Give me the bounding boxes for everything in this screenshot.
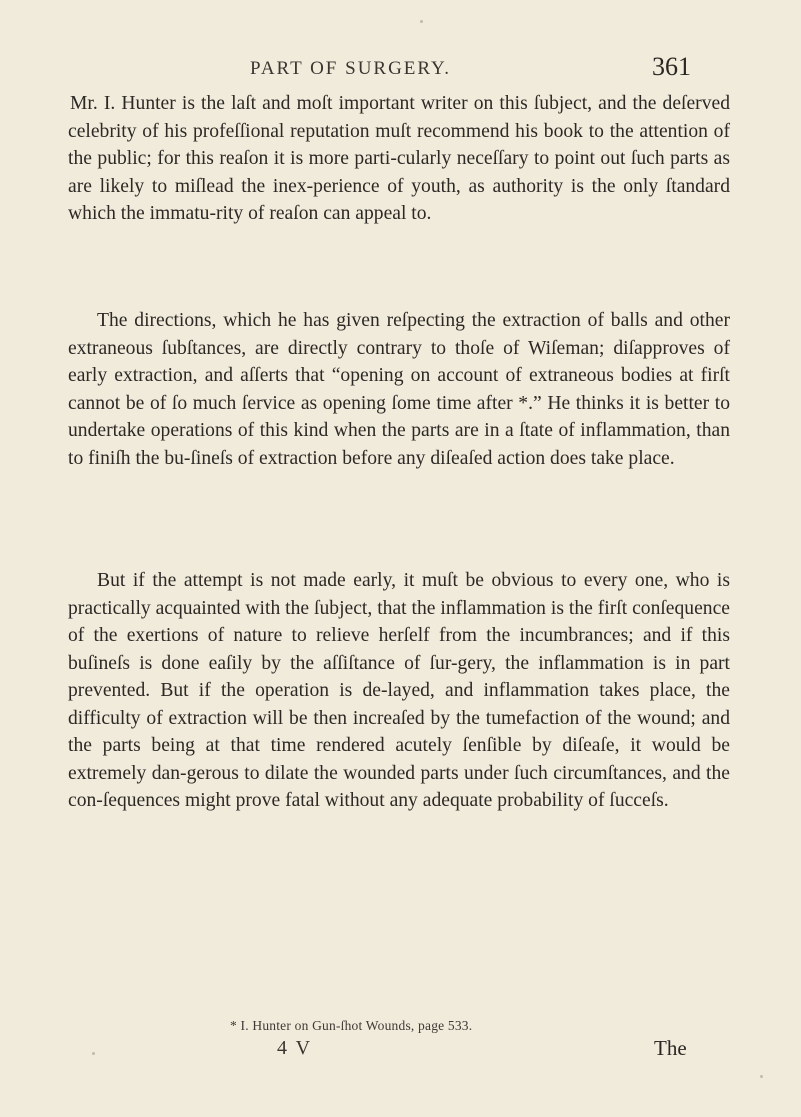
paragraph-2: The directions, which he has given reſpecting the extraction of balls and other extraneous ſubſtances, are directly contrary to thoſe of Wiſeman; diſapproves of early extraction, and aſſerts that “opening on account of extraneous bodies at firſt cannot be of ſo much ſervice as opening ſome time after *.” He thinks it is better to undertake operations of this kind when the parts are in a ſtate of inflammation, than to finiſh the bu-ſineſs of extraction before any diſeaſed action does take place. bbox=[68, 310, 730, 469]
paragraph-3: But if the attempt is not made early, it muſt be obvious to every one, who is practically acquainted with the ſubject, that the inflammation is the firſt conſequence of the exertions of nature to relieve herſelf from the incumbrances; and if this buſineſs is done eaſily by the aſſiſtance of ſur-gery, the inflammation is in part prevented. But if the operation is de-layed, and inflammation takes place, the difficulty of extraction will be then increaſed by the tumefaction of the wound; and the parts being at that time rendered acutely ſenſible by diſeaſe, it would be extremely dan-gerous to dilate the wounded parts under ſuch circumſtances, and the con-ſequences might prove fatal without any adequate probability of ſucceſs. bbox=[68, 570, 730, 811]
running-head: PART OF SURGERY. bbox=[250, 58, 452, 79]
signature-mark: 4 V bbox=[277, 1037, 313, 1059]
page-number: 361 bbox=[652, 52, 691, 81]
footnote: * I. Hunter on Gun-ſhot Wounds, page 533. bbox=[230, 1018, 473, 1033]
paper-speck bbox=[760, 1075, 763, 1078]
catchword: The bbox=[654, 1036, 687, 1060]
paper-speck bbox=[92, 1052, 95, 1055]
paper-speck bbox=[420, 20, 423, 23]
paragraph-1: Mr. I. Hunter is the laſt and moſt important writer on this ſubject, and the deſerved celebrity of his profeſſional reputation muſt recommend his book to the attention of the public; for this reaſon it is more parti-cularly neceſſary to point out ſuch parts as are likely to miſlead the inex-perience of youth, as authority is the only ſtandard which the immatu-rity of reaſon can appeal to. bbox=[68, 93, 730, 224]
